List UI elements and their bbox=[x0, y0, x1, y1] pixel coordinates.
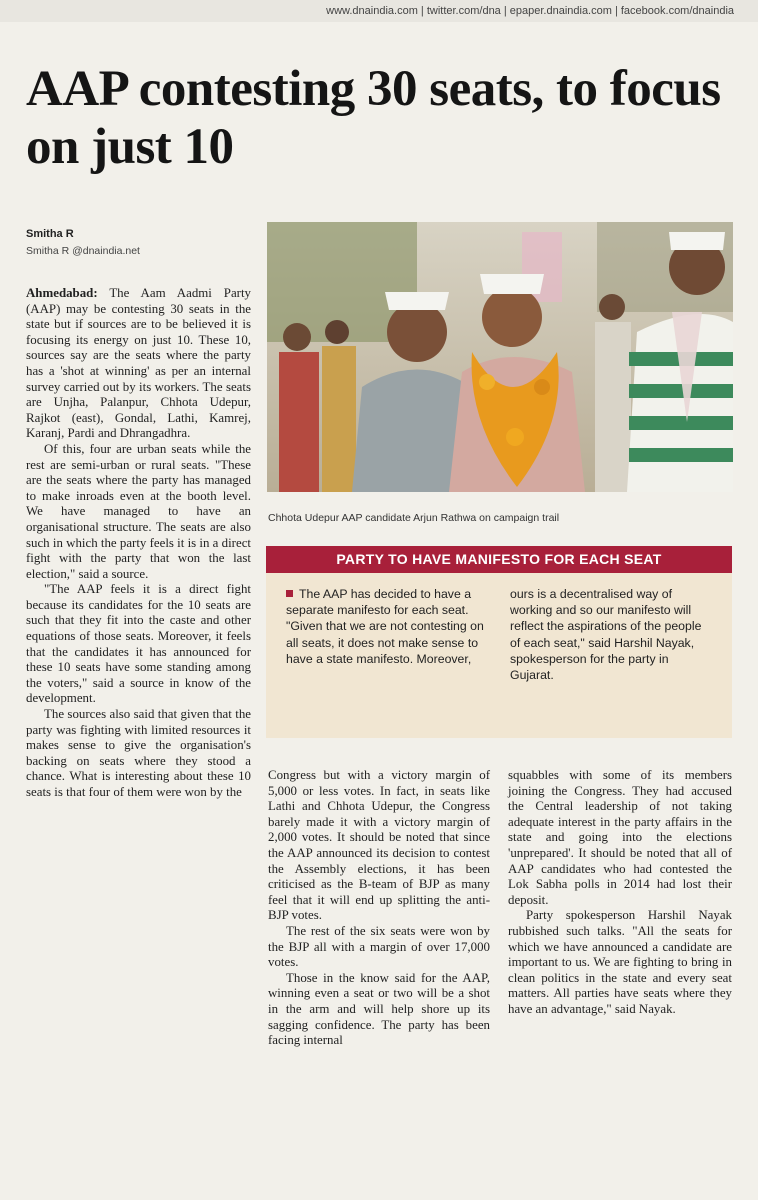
paragraph: Congress but with a victory margin of 5,000 or less votes. In fact, in seats like Lathi and Chhota Udepur, the Congress barely made it with a victory margin of 2,000 votes. It should be noted that since the AAP announced its decision to contest the Assembly elections, it has been criticised as the B-team of BJP as many feel that it will end up splitting the anti-BJP votes. bbox=[268, 768, 490, 923]
sidebar-column-1 bbox=[286, 586, 486, 667]
paragraph: squabbles with some of its members joining the Congress. They had accused the Central leadership of not taking adequate interest in the party affairs in the state and going into the elections 'unprepared'. It should be noted that all of AAP candidates who had contested the Lok Sabha polls in 2014 had lost their deposit. bbox=[508, 768, 732, 907]
byline-name: Smitha R bbox=[26, 228, 74, 240]
sidebar-text: The AAP has decided to have a separate manifesto for each seat. "Given that we are not contesting on all seats, it does not make sense to have a state manifesto. Moreover, bbox=[286, 587, 484, 666]
paragraph: The sources also said that given that the party was fighting with limited resources it makes sense to give the organisation's backing on seats where they stood a chance. What is interesting about these 10 seats is that four of them were won by the bbox=[26, 707, 251, 799]
campaign-photo bbox=[267, 222, 733, 492]
article-column-2 bbox=[268, 768, 490, 1049]
bullet-icon bbox=[286, 590, 293, 597]
photo-caption: Chhota Udepur AAP candidate Arjun Rathwa on campaign trail bbox=[268, 512, 560, 524]
campaign-photo-illustration bbox=[267, 222, 733, 492]
sidebar-column-2: ours is a decentralised way of working and so our manifesto will reflect the aspirations of the people of each seat," said Harshil Nayak, spokesperson for the party in Gujarat. bbox=[510, 587, 702, 683]
paragraph: Party spokesperson Harshil Nayak rubbished such talks. "All the seats for which we have announced a candidate are important to us. We are fighting to bring in clean politics in the state and every seat matters. All parties have seats where they have an advantage," said Nayak. bbox=[508, 908, 732, 1016]
article-column-3 bbox=[508, 768, 732, 1018]
paragraph: Of this, four are urban seats while the rest are semi-urban or rural seats. "These are the seats where the party has managed to make inroads even at the booth level. We have managed to have an organisational structure. The seats are also such in which the party feels it is in a direct fight with the party that won the last election," said a source. bbox=[26, 441, 251, 581]
paragraph: Those in the know said for the AAP, winning even a seat or two will be a shot in the arm and will help shore up its sagging confidence. The party has been facing internal bbox=[268, 970, 490, 1048]
article-column-1 bbox=[26, 286, 251, 801]
sidebar-heading: PARTY TO HAVE MANIFESTO FOR EACH SEAT bbox=[266, 546, 732, 573]
headline: AAP contesting 30 seats, to focus on just 10 bbox=[26, 61, 721, 175]
site-links-bar: www.dnaindia.com | twitter.com/dna | epaper.dnaindia.com | facebook.com/dnaindia bbox=[326, 5, 734, 17]
paragraph: "The AAP feels it is a direct fight because its candidates for the 10 seats are such that they fit into the caste and other equations of those seats. Moreover, it feels that the candidates it has announced for these 10 seats have some standing among the voters," said a source in know of the development. bbox=[26, 582, 251, 706]
byline-email: Smitha R @dnaindia.net bbox=[26, 245, 140, 257]
paragraph: The rest of the six seats were won by the BJP all with a margin of over 17,000 votes. bbox=[268, 923, 490, 970]
paragraph-text: The Aam Aadmi Party (AAP) may be contesting 30 seats in the state but if sources are to be believed it is focusing its energy on just 10. These 10, sources say are the seats where the party has a 'shot at winning' as per an internal survey carried out by its workers. The seats are Unjha, Palanpur, Chhota Udepur, Rajkot (east), Gondal, Lathi, Kamrej, Karanj, Pardi and Dhrangadhra. bbox=[26, 286, 251, 441]
manifesto-sidebar bbox=[266, 546, 732, 738]
dateline: Ahmedabad: bbox=[26, 286, 98, 300]
paragraph bbox=[26, 286, 251, 442]
